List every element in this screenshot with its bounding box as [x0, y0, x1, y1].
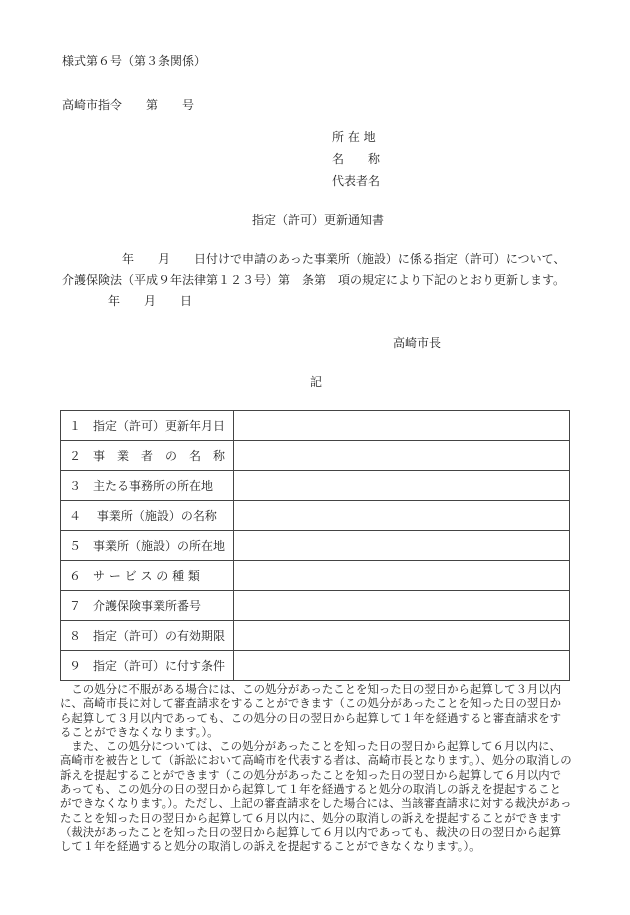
recipient-address-label: 所 在 地 [332, 130, 376, 144]
item-value [234, 531, 570, 561]
item-value [234, 471, 570, 501]
item-label: ７ 介護保険事業所番号 [61, 591, 234, 621]
issuer-name: 高崎市長 [393, 336, 442, 350]
item-value [234, 411, 570, 441]
table-row [61, 471, 570, 501]
document-title: 指定（許可）更新通知書 [252, 213, 385, 227]
item-label: ２ 事 業 者 の 名 称 [61, 441, 234, 471]
lawsuit-notice-paragraph: また、この処分については、この処分があったことを知った日の翌日から起算して６月以内に、高崎市を被告として（訴訟において高崎市を代表する者は、高崎市長となります。）、処分の取消しの訴えを提起することができます（この処分があったことを知った日の翌日から起算して６月以内であっても、この処分の日の翌日から起算して１年を経過すると処分の取消しの訴えを提起することができなくなります。）。ただし、上記の審査請求をした場合には、当該審査請求に対する裁決があったことを知った日の翌日から起算して６月以内に、処分の取消しの訴えを提起することができます（裁決があったことを知った日の翌日から起算して６月以内であっても、裁決の日の翌日から起算して１年を経過すると処分の取消しの訴えを提起することができなくなります。）。 [60, 739, 572, 854]
issue-date-line: 年 月 日 [108, 294, 193, 308]
recipient-representative-label: 代表者名 [332, 174, 381, 188]
form-number: 様式第６号（第３条関係） [62, 54, 207, 68]
table-row [61, 411, 570, 441]
item-label: ９ 指定（許可）に付す条件 [61, 651, 234, 681]
item-label: ５ 事業所（施設）の所在地 [61, 531, 234, 561]
item-label: ３ 主たる事務所の所在地 [61, 471, 234, 501]
item-value [234, 651, 570, 681]
table-row [61, 651, 570, 681]
item-label: ４ 事業所（施設）の名称 [61, 501, 234, 531]
table-row [61, 561, 570, 591]
table-row [61, 591, 570, 621]
table-row [61, 501, 570, 531]
item-value [234, 441, 570, 471]
item-value [234, 561, 570, 591]
recipient-name-label: 名 称 [332, 152, 381, 166]
body-paragraph: 年 月 日付けで申請のあった事業所（施設）に係る指定（許可）について、介護保険法（平成９年法律第１２３号）第 条第 項の規定により下記のとおり更新します。 [62, 252, 566, 287]
appeal-notice [60, 682, 572, 854]
item-label: ８ 指定（許可）の有効期限 [61, 621, 234, 651]
table-row [61, 531, 570, 561]
item-value [234, 621, 570, 651]
table-row [61, 621, 570, 651]
item-value [234, 501, 570, 531]
item-label: ６ サ ー ビ ス の 種 類 [61, 561, 234, 591]
appeal-notice-paragraph: この処分に不服がある場合には、この処分があったことを知った日の翌日から起算して３月以内に、高崎市長に対して審査請求をすることができます（この処分があったことを知った日の翌日から起算して３月以内であっても、この処分の日の翌日から起算して１年を経過すると審査請求をすることができなくなります。）。 [60, 682, 562, 739]
table-row [61, 441, 570, 471]
items-table [60, 410, 570, 681]
item-value [234, 591, 570, 621]
ki-heading: 記 [310, 375, 323, 389]
item-label: １ 指定（許可）更新年月日 [61, 411, 234, 441]
document-number: 高崎市指令 第 号 [62, 98, 195, 112]
